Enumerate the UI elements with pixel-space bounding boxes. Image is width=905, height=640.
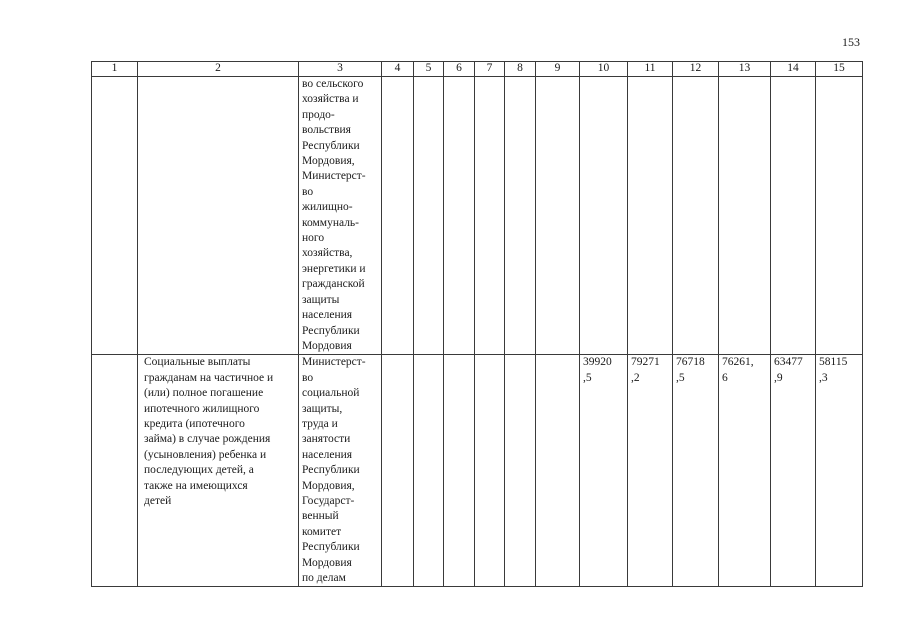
table-cell: [382, 355, 414, 587]
table-cell: [475, 355, 505, 587]
table-header-row: [92, 62, 863, 77]
table-cell: Социальные выплаты гражданам на частичное и (или) полное погашение ипотечного жилищного кредита (ипотечного займа) в случае рождения (усыновления) ребенка и последующих детей, а также на имеющихся детей: [138, 355, 299, 587]
table-cell: [92, 355, 138, 587]
header-cell: 1: [92, 62, 138, 77]
table-cell: [536, 77, 580, 355]
header-cell: 13: [719, 62, 771, 77]
header-cell: 5: [414, 62, 444, 77]
table-cell: [414, 77, 444, 355]
table-cell: 76718 ,5: [673, 355, 719, 587]
table-cell: [816, 77, 863, 355]
table-cell: Министерст- во социальной защиты, труда и занятости населения Республики Мордовия, Государст- венный комитет Республики Мордовия по делам: [299, 355, 382, 587]
header-cell: 14: [771, 62, 816, 77]
table-cell: [444, 355, 475, 587]
table-cell: [628, 77, 673, 355]
table-cell: [771, 77, 816, 355]
header-cell: 4: [382, 62, 414, 77]
header-cell: 7: [475, 62, 505, 77]
header-cell: 9: [536, 62, 580, 77]
data-table: [91, 61, 863, 587]
table-cell: 39920 ,5: [580, 355, 628, 587]
header-cell: 8: [505, 62, 536, 77]
table-row: [92, 355, 863, 587]
table-cell: [505, 355, 536, 587]
table-cell: [719, 77, 771, 355]
header-cell: 6: [444, 62, 475, 77]
table-cell: 58115 ,3: [816, 355, 863, 587]
table-cell: [580, 77, 628, 355]
table-cell: [414, 355, 444, 587]
table-row: [92, 77, 863, 355]
table-cell: [444, 77, 475, 355]
header-cell: 10: [580, 62, 628, 77]
table-cell: во сельского хозяйства и продо- вольствия Республики Мордовия, Министерст- во жилищно- коммуналь- ного хозяйства, энергетики и гражданской защиты населения Республики Мордовия: [299, 77, 382, 355]
table-cell: [92, 77, 138, 355]
table-cell: [536, 355, 580, 587]
table-cell: 79271 ,2: [628, 355, 673, 587]
table-cell: 76261, 6: [719, 355, 771, 587]
page-number: 153: [842, 35, 860, 49]
table-cell: [475, 77, 505, 355]
header-cell: 2: [138, 62, 299, 77]
header-cell: 12: [673, 62, 719, 77]
table-cell: [505, 77, 536, 355]
header-cell: 3: [299, 62, 382, 77]
header-cell: 11: [628, 62, 673, 77]
table-cell: [673, 77, 719, 355]
table-cell: 63477 ,9: [771, 355, 816, 587]
table-cell: [138, 77, 299, 355]
header-cell: 15: [816, 62, 863, 77]
table-cell: [382, 77, 414, 355]
